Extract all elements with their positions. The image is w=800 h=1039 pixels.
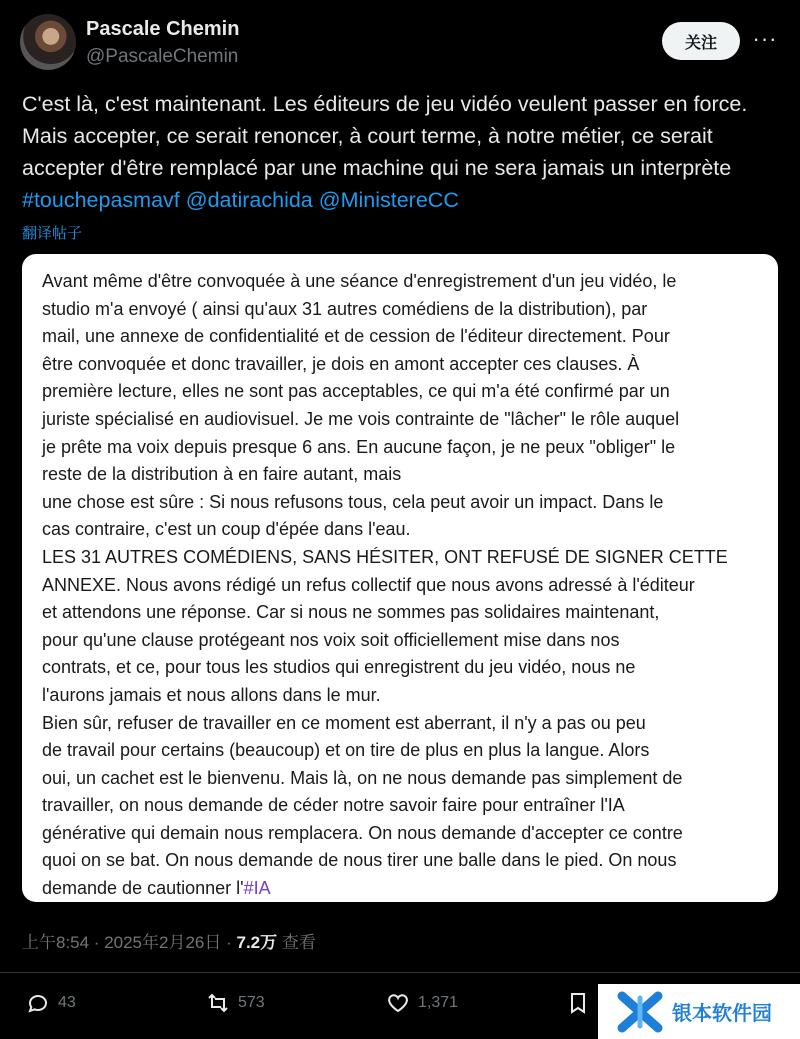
heart-icon bbox=[386, 991, 410, 1015]
quote-line: Avant même d'être convoquée à une séance d'enregistrement d'un jeu vidéo, le bbox=[42, 271, 677, 291]
quote-lines bbox=[42, 268, 760, 875]
quote-line: reste de la distribution à en faire autant, mais bbox=[42, 464, 402, 485]
quote-line: pour qu'une clause protégeant nos voix soit officiellement mise dans nos bbox=[42, 629, 620, 650]
timestamp[interactable]: 上午8:54 · 2025年2月26日 · bbox=[22, 933, 237, 952]
divider bbox=[0, 972, 800, 973]
repost-count: 573 bbox=[238, 994, 265, 1011]
quote-last-line-text: demande de cautionner l' bbox=[42, 878, 244, 899]
attached-image-text[interactable] bbox=[22, 254, 778, 902]
watermark-text: 银本软件园 bbox=[672, 1003, 772, 1025]
author-name[interactable]: Pascale Chemin bbox=[86, 18, 240, 40]
mention-link[interactable]: @MinistereCC bbox=[318, 188, 459, 212]
reply-button[interactable] bbox=[26, 991, 76, 1015]
mention-link[interactable]: @datirachida bbox=[185, 188, 313, 212]
quote-line: je prête ma voix depuis presque 6 ans. En aucune façon, je ne peux "obliger" le bbox=[42, 436, 676, 457]
reply-count: 43 bbox=[58, 994, 76, 1011]
author-handle[interactable]: @PascaleChemin bbox=[86, 46, 239, 67]
hashtag-link[interactable]: #touchepasmavf bbox=[22, 188, 180, 212]
quote-line: travailler, on nous demande de céder notre savoir faire pour entraîner l'IA bbox=[42, 795, 625, 816]
tweet-header bbox=[20, 14, 780, 74]
bookmark-icon bbox=[566, 991, 590, 1015]
quote-line: juriste spécialisé en audiovisuel. Je me vois contrainte de "lâcher" le rôle auquel bbox=[42, 408, 680, 429]
bookmark-button[interactable] bbox=[566, 991, 590, 1015]
quote-line bbox=[42, 875, 760, 903]
reply-icon bbox=[26, 991, 50, 1015]
quote-line: première lecture, elles ne sont pas acceptables, ce qui m'a été confirmé par un bbox=[42, 381, 670, 402]
follow-button[interactable]: 关注 bbox=[662, 22, 740, 60]
repost-icon bbox=[206, 991, 230, 1015]
repost-button[interactable] bbox=[206, 991, 265, 1015]
view-count: 7.2万 bbox=[236, 933, 278, 952]
watermark-logo-icon bbox=[616, 988, 664, 1036]
quote-line: cas contraire, c'est un coup d'épée dans l'eau. bbox=[42, 519, 411, 540]
like-count: 1,371 bbox=[418, 994, 459, 1011]
translate-post-link[interactable]: 翻译帖子 bbox=[22, 225, 83, 242]
watermark bbox=[598, 984, 800, 1039]
views-label: 查看 bbox=[277, 933, 316, 952]
quote-line: de travail pour certains (beaucoup) et on tire de plus en plus la langue. Alors bbox=[42, 740, 650, 761]
tweet-meta bbox=[22, 928, 316, 953]
quote-line: Bien sûr, refuser de travailler en ce moment est aberrant, il n'y a pas ou peu bbox=[42, 712, 646, 733]
quote-line: l'aurons jamais et nous allons dans le mur. bbox=[42, 684, 381, 705]
quote-line: mail, une annexe de confidentialité et de cession de l'éditeur directement. Pour bbox=[42, 326, 670, 347]
quote-line: une chose est sûre : Si nous refusons tous, cela peut avoir un impact. Dans le bbox=[42, 491, 664, 512]
tweet-text bbox=[22, 88, 782, 216]
quote-line: et attendons une réponse. Car si nous ne sommes pas solidaires maintenant, bbox=[42, 602, 660, 623]
like-button[interactable] bbox=[386, 991, 458, 1015]
quote-line: être convoquée et donc travailler, je dois en amont accepter ces clauses. À bbox=[42, 353, 640, 374]
tweet-body: C'est là, c'est maintenant. Les éditeurs de jeu vidéo veulent passer en force. Mais accepter, ce serait renoncer, à court terme, à notre métier, ce serait accepter d'être remplacé par une machine qui ne sera jamais un interprète bbox=[22, 92, 748, 180]
hashtag-link: #IA bbox=[243, 878, 271, 899]
quote-line: oui, un cachet est le bienvenu. Mais là, on ne nous demande pas simplement de bbox=[42, 767, 683, 788]
quote-line: générative qui demain nous remplacera. On nous demande d'accepter ce contre bbox=[42, 822, 683, 843]
quote-line: LES 31 AUTRES COMÉDIENS, SANS HÉSITER, ONT REFUSÉ DE SIGNER CETTE bbox=[42, 546, 728, 567]
more-options-icon[interactable]: ··· bbox=[752, 26, 778, 51]
quote-line: quoi on se bat. On nous demande de nous tirer une balle dans le pied. On nous bbox=[42, 850, 677, 871]
quote-line: contrats, et ce, pour tous les studios qui enregistrent du jeu vidéo, nous ne bbox=[42, 657, 636, 678]
quote-line: ANNEXE. Nous avons rédigé un refus collectif que nous avons adressé à l'éditeur bbox=[42, 574, 695, 595]
quote-line: studio m'a envoyé ( ainsi qu'aux 31 autres comédiens de la distribution), par bbox=[42, 298, 648, 319]
avatar[interactable] bbox=[20, 14, 76, 70]
